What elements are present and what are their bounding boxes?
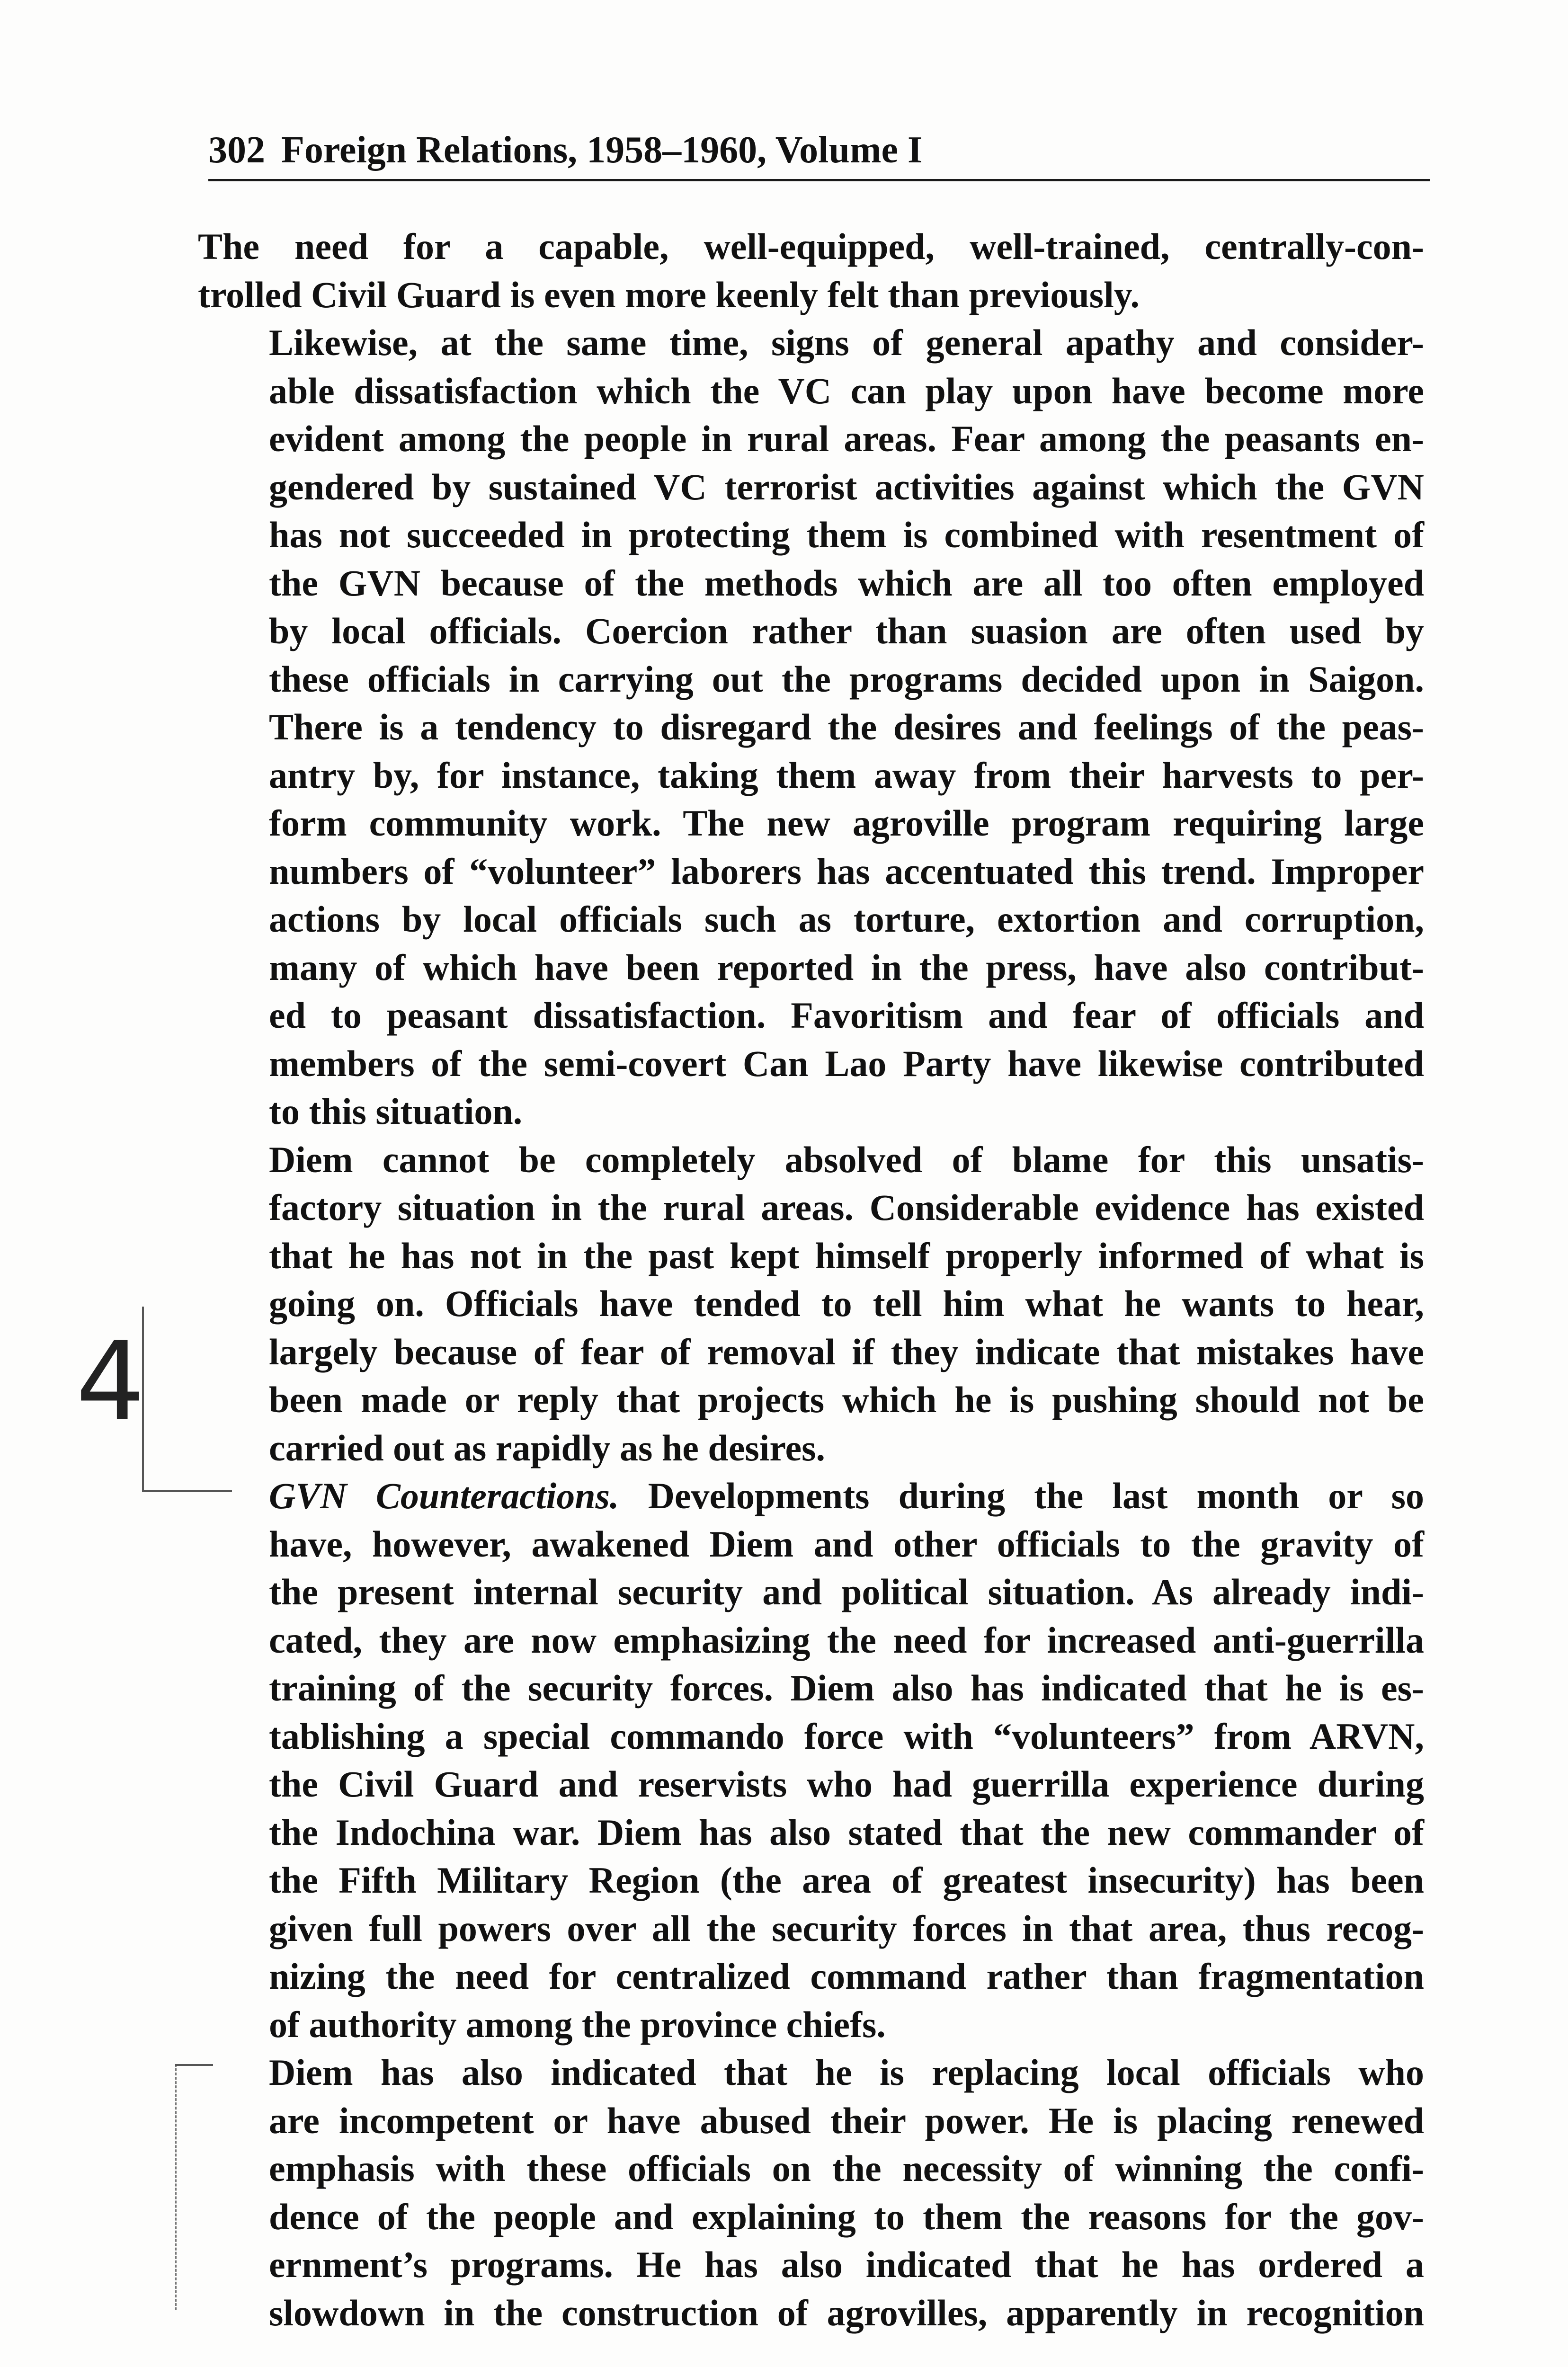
text-line: antry by, for instance, taking them away from their harvests to per- [269, 754, 1424, 796]
text-line: form community work. The new agroville program requiring large [269, 802, 1424, 844]
text-line: cated, they are now emphasizing the need for increased anti-guerrilla [269, 1619, 1424, 1661]
text-line: the Indochina war. Diem has also stated that the new commander of [269, 1811, 1424, 1853]
paragraph-replacing-officials [198, 2048, 1424, 2337]
paragraph-rural-dissatisfaction [198, 319, 1424, 1136]
text-line: going on. Officials have tended to tell him what he wants to hear, [269, 1283, 1424, 1324]
text-line: actions by local officials such as torture, extortion and corruption, [269, 899, 1424, 940]
margin-bracket-paragraph-3 [142, 1307, 144, 1491]
text-line: able dissatisfaction which the VC can play upon have become more [269, 370, 1424, 411]
page-number: 302 [208, 129, 265, 171]
text-line: the Civil Guard and reservists who had guerrilla experience during [269, 1763, 1424, 1805]
text-line: to this situation. [269, 1091, 523, 1132]
text-line: of authority among the province chiefs. [269, 2003, 886, 2045]
text-line: been made or reply that projects which he is pushing should not be [269, 1379, 1424, 1420]
text-line: many of which have been reported in the press, have also contribut- [269, 946, 1424, 988]
text-line: The need for a capable, well-equipped, well-trained, centrally-con- [198, 226, 1424, 267]
text-line: largely because of fear of removal if they indicate that mistakes have [269, 1331, 1424, 1372]
text-line: are incompetent or have abused their power. He is placing renewed [269, 2100, 1424, 2141]
paragraph-continued [198, 222, 1424, 319]
text-line: have, however, awakened Diem and other officials to the gravity of [269, 1523, 1424, 1565]
text-line: trolled Civil Guard is even more keenly felt than previously. [198, 274, 1140, 315]
paragraph-diem-blame [198, 1136, 1424, 1472]
text-line: that he has not in the past kept himself properly informed of what is [269, 1235, 1424, 1276]
text-line: members of the semi-covert Can Lao Party have likewise contributed [269, 1042, 1424, 1084]
text-line: factory situation in the rural areas. Considerable evidence has existed [269, 1187, 1424, 1228]
section-subhead: GVN Counteractions. [269, 1475, 619, 1516]
text-line: dence of the people and explaining to them the reasons for the gov- [269, 2196, 1424, 2237]
text-line: evident among the people in rural areas. Fear among the peasants en- [269, 418, 1424, 459]
text-line: Diem has also indicated that he is replacing local officials who [269, 2052, 1424, 2093]
text-line: training of the security forces. Diem also has indicated that he is es- [269, 1667, 1424, 1709]
text-line: tablishing a special commando force with “volunteers” from ARVN, [269, 1715, 1424, 1757]
text-line [198, 1472, 1424, 1520]
text-line-rest: Developments during the last month or so [648, 1475, 1425, 1516]
text-line: has not succeeded in protecting them is combined with resentment of [269, 514, 1424, 555]
text-line: gendered by sustained VC terrorist activities against which the GVN [269, 466, 1424, 507]
text-line: Likewise, at the same time, signs of general apathy and consider- [269, 322, 1424, 363]
text-line: Diem cannot be completely absolved of blame for this unsatis- [269, 1139, 1424, 1180]
text-line: carried out as rapidly as he desires. [269, 1427, 826, 1468]
text-line: the present internal security and political situation. As already indi- [269, 1571, 1424, 1612]
body-text [198, 222, 1424, 2337]
paragraph-gvn-counteractions [198, 1472, 1424, 2048]
text-line: given full powers over all the security forces in that area, thus recog- [269, 1907, 1424, 1949]
text-line: the Fifth Military Region (the area of greatest insecurity) has been [269, 1860, 1424, 1901]
running-title: Foreign Relations, 1958–1960, Volume I [281, 129, 923, 171]
handwritten-margin-number: 4 [76, 1319, 145, 1445]
text-line: nizing the need for centralized command rather than fragmentation [269, 1956, 1424, 1997]
text-line: by local officials. Coercion rather than suasion are often used by [269, 610, 1424, 651]
margin-bracket-paragraph-5 [175, 2064, 177, 2310]
text-line: emphasis with these officials on the necessity of winning the confi- [269, 2148, 1424, 2189]
text-line: numbers of “volunteer” laborers has accentuated this trend. Improper [269, 850, 1424, 892]
text-line: these officials in carrying out the programs decided upon in Saigon. [269, 658, 1424, 700]
text-line: There is a tendency to disregard the desires and feelings of the peas- [269, 706, 1424, 747]
header-rule [208, 179, 1430, 181]
text-line: ernment’s programs. He has also indicated that he has ordered a [269, 2244, 1424, 2285]
running-head [208, 124, 1430, 176]
text-line: slowdown in the construction of agrovilles, apparently in recognition [269, 2292, 1424, 2333]
text-line: the GVN because of the methods which are all too often employed [269, 562, 1424, 604]
text-line: ed to peasant dissatisfaction. Favoritism and fear of officials and [269, 995, 1424, 1036]
